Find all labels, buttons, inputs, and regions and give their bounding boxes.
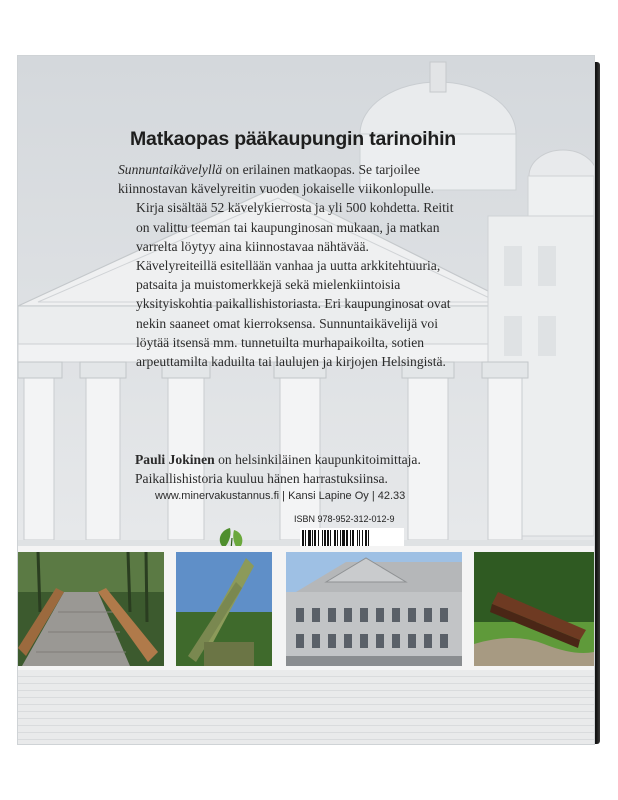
book-description — [118, 160, 558, 371]
author-name: Pauli Jokinen — [135, 452, 215, 467]
isbn-label: ISBN 978-952-312-012-9 — [294, 514, 395, 524]
description-line: patsaita ja muistomerkkejä sekä mielenkiintoisia — [136, 277, 401, 293]
cover-title: Matkaopas pääkaupungin tarinoihin — [130, 128, 457, 150]
rocket-monument-photo — [176, 552, 272, 666]
description-line: nekin saaneet omat kierroksensa. Sunnuntaikävelijä voi — [136, 315, 438, 331]
description-line: yksityiskohtia paikallishistoriasta. Eri kaupunginosat ovat — [136, 296, 451, 312]
description-line: Kävelyreiteillä esitellään vanhaa ja uutta arkkitehtuuria, — [136, 258, 441, 274]
photo-strip — [18, 546, 594, 670]
book-back-cover — [18, 56, 594, 744]
description-line: Kirja sisältää 52 kävelykierrosta ja yli 500 kohdetta. Reitit — [136, 200, 454, 216]
description-line: Sunnuntaikävelyllä on erilainen matkaopas. Se tarjoilee — [118, 162, 420, 177]
steps-background — [18, 670, 594, 744]
description-line: löytää itsensä mm. tunnetuilta murhapaikoilta, sotien — [136, 334, 425, 350]
neoclassical-building-photo — [286, 552, 462, 666]
sculpture-park-photo — [474, 552, 594, 666]
description-line: on valittu teeman tai kaupunginosan mukaan, ja matkan — [136, 219, 440, 235]
author-line: Paikallishistoria kuuluu hänen harrastuksiinsa. — [135, 471, 388, 487]
description-line: kiinnostavan kävelyreitin vuoden jokaiselle viikonlopulle. — [118, 181, 434, 197]
description-line: arpeuttamilta kaduilta tai laulujen ja kirjojen Helsingistä. — [136, 354, 446, 370]
description-line: varrelta löytyy aina kiinnostavaa nähtävää. — [136, 238, 369, 254]
author-line: Pauli Jokinen on helsinkiläinen kaupunkitoimittaja. — [135, 452, 421, 467]
book-name-italic: Sunnuntaikävelyllä — [118, 162, 223, 177]
bridge-photo — [18, 552, 164, 666]
author-bio — [135, 450, 555, 488]
publisher-credits: www.minervakustannus.fi | Kansi Lapine Oy | 42.33 — [155, 490, 406, 502]
